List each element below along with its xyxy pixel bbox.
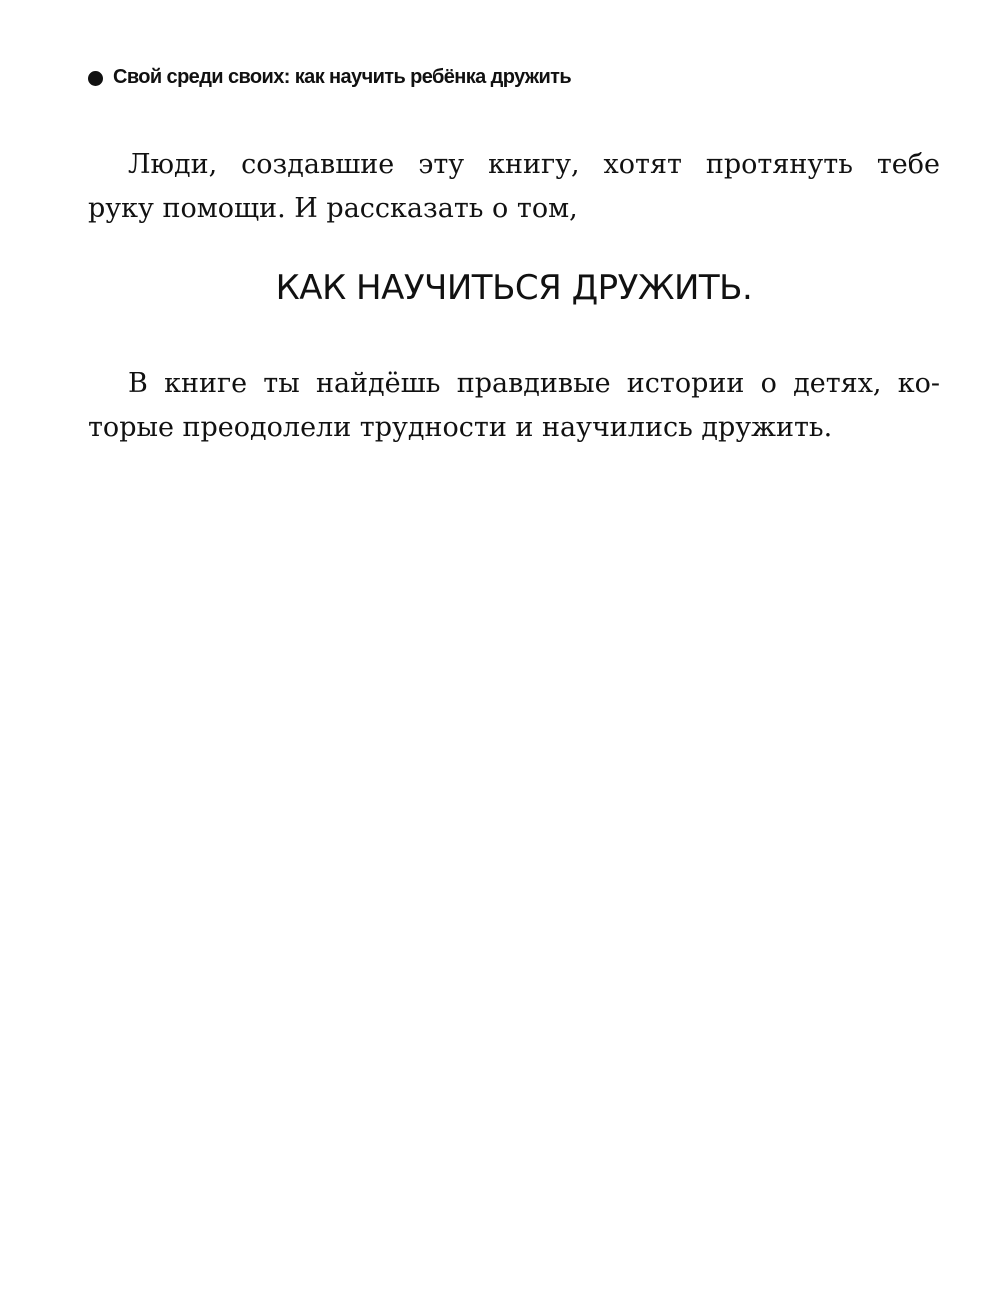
section-heading: КАК НАУЧИТЬСЯ ДРУЖИТЬ. (275, 268, 753, 308)
running-title: Свой среди своих: как научить ребёнка дружить (113, 66, 572, 88)
paragraph-stories (88, 362, 940, 450)
paragraph-intro (88, 143, 940, 231)
paragraph-stories-line-2: торые преодолели трудности и научились дружить. (88, 412, 833, 443)
paragraph-intro-line-2: руку помощи. И рассказать о том, (88, 193, 578, 224)
running-header (88, 66, 571, 89)
paragraph-intro-line-1: Люди, создавшие эту книгу, хотят протянуть тебе (128, 149, 940, 180)
bullet-icon (88, 71, 103, 86)
paragraph-stories-line-1: В книге ты найдёшь правдивые истории о детях, ко- (128, 368, 940, 399)
